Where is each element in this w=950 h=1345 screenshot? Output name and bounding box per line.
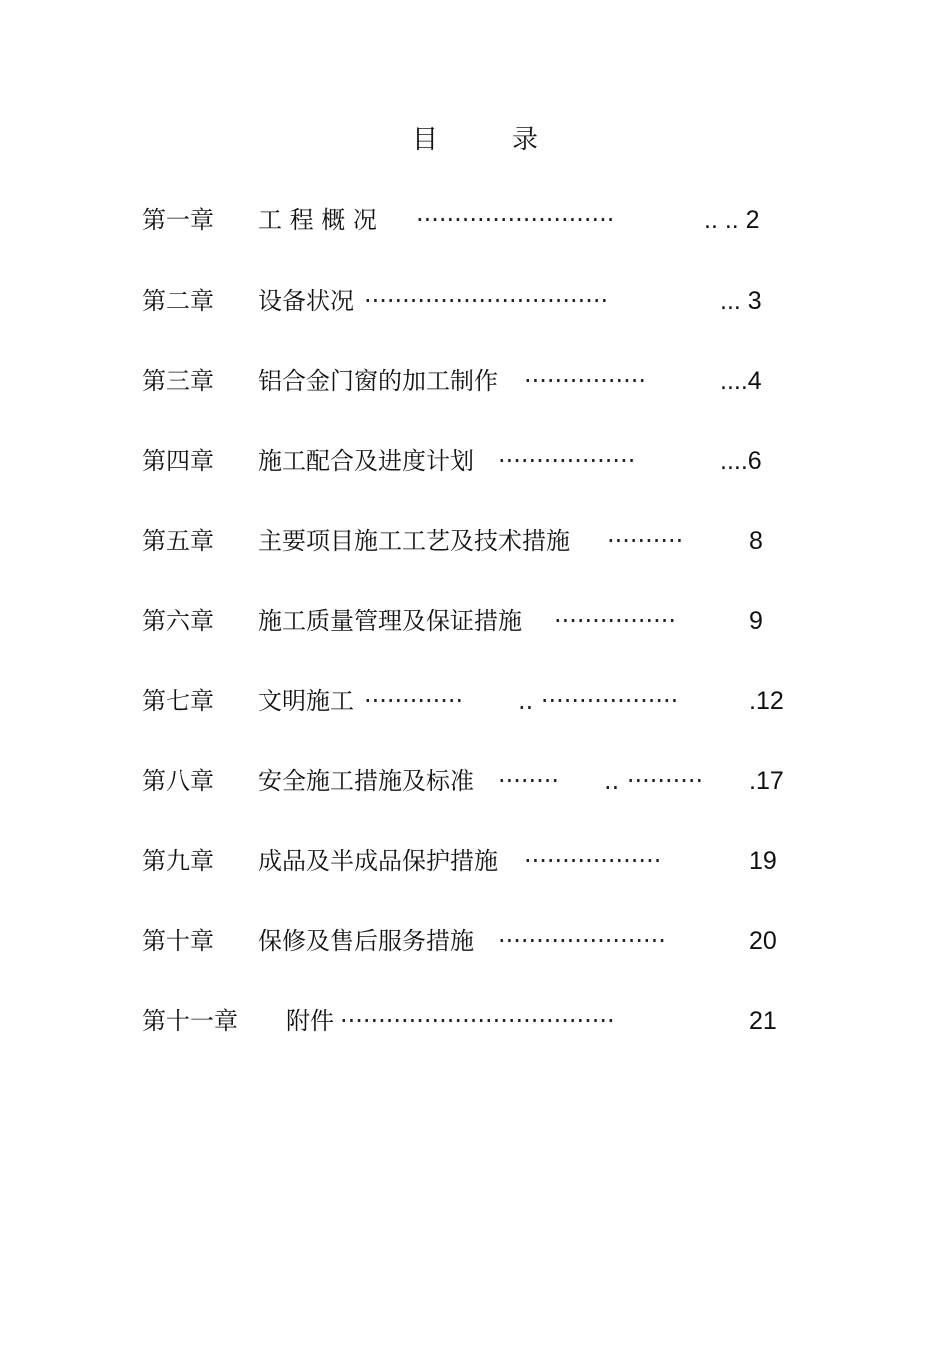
toc-page-number: .. .. 2 <box>704 206 760 234</box>
toc-entry <box>0 921 950 961</box>
toc-entry <box>0 841 950 881</box>
toc-heading-part1: 目 <box>412 125 439 155</box>
toc-page-number: 9 <box>749 607 763 635</box>
toc-chapter-title: 安全施工措施及标准 <box>258 767 474 795</box>
toc-chapter-label: 第七章 <box>142 687 214 715</box>
toc-chapter-title: 保修及售后服务措施 <box>258 927 474 955</box>
toc-chapter-label: 第五章 <box>142 527 214 555</box>
toc-page-number: 21 <box>749 1007 777 1035</box>
toc-entry <box>0 761 950 801</box>
toc-leader: ·········· <box>607 527 684 555</box>
toc-page-number: 8 <box>749 527 763 555</box>
toc-chapter-label: 第十一章 <box>142 1007 238 1035</box>
toc-heading-part2: 录 <box>512 125 539 155</box>
toc-chapter-title: 主要项目施工工艺及技术措施 <box>258 527 570 555</box>
toc-leader: ································ <box>364 287 609 315</box>
toc-page-number: 19 <box>749 847 777 875</box>
toc-entry <box>0 441 950 481</box>
toc-chapter-title: 铝合金门窗的加工制作 <box>258 367 498 395</box>
toc-page-number: ... 3 <box>720 287 762 315</box>
toc-entry <box>0 681 950 721</box>
toc-chapter-label: 第十章 <box>142 927 214 955</box>
toc-leader-extra: .. ·················· <box>518 687 679 715</box>
toc-entry <box>0 200 950 240</box>
toc-chapter-title: 工 程 概 况 <box>258 206 377 234</box>
toc-entry <box>0 361 950 401</box>
toc-chapter-title: 施工配合及进度计划 <box>258 447 474 475</box>
toc-entry <box>0 521 950 561</box>
toc-chapter-label: 第一章 <box>142 206 214 234</box>
toc-leader: ·················· <box>524 847 662 875</box>
toc-leader-extra: .. ·········· <box>604 767 704 795</box>
toc-leader: ···································· <box>340 1007 615 1035</box>
toc-leader: ·························· <box>416 206 615 234</box>
toc-chapter-label: 第四章 <box>142 447 214 475</box>
toc-leader: ················ <box>524 367 647 395</box>
toc-leader: ········ <box>498 767 560 795</box>
toc-entry <box>0 601 950 641</box>
toc-leader: ············· <box>364 687 464 715</box>
toc-chapter-label: 第八章 <box>142 767 214 795</box>
toc-chapter-title: 施工质量管理及保证措施 <box>258 607 522 635</box>
toc-entry <box>0 1001 950 1041</box>
toc-page-number: ....6 <box>720 447 762 475</box>
toc-page-number: .12 <box>749 687 784 715</box>
toc-chapter-title: 设备状况 <box>258 287 354 315</box>
toc-chapter-label: 第三章 <box>142 367 214 395</box>
toc-leader: ················ <box>554 607 677 635</box>
toc-chapter-label: 第六章 <box>142 607 214 635</box>
toc-leader: ·················· <box>498 447 636 475</box>
toc-chapter-title: 附件 <box>286 1007 334 1035</box>
toc-page-number: 20 <box>749 927 777 955</box>
toc-chapter-title: 成品及半成品保护措施 <box>258 847 498 875</box>
toc-chapter-title: 文明施工 <box>258 687 354 715</box>
toc-leader: ······················ <box>498 927 666 955</box>
toc-chapter-label: 第二章 <box>142 287 214 315</box>
toc-page-number: ....4 <box>720 367 762 395</box>
toc-entry <box>0 281 950 321</box>
toc-page-number: .17 <box>749 767 784 795</box>
toc-chapter-label: 第九章 <box>142 847 214 875</box>
